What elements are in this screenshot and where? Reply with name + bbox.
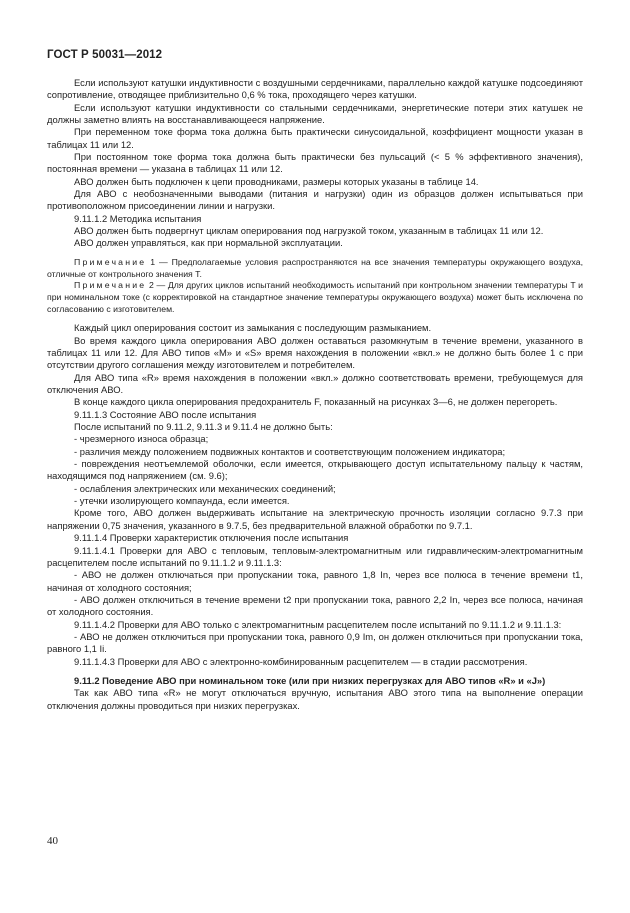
- paragraph: АВО должен управляться, как при нормальной эксплуатации.: [74, 237, 343, 249]
- list-item: - АВО должен отключиться в течение времени t2 при пропускании тока, равного 2,2 In, через все полюса, начиная от холодного состояния.: [47, 593, 583, 618]
- paragraph: Если используют катушки индуктивности с воздушными сердечниками, параллельно каждой катушке подсоединяют сопротивление, отводящее приблизительно 0,6 % тока, проходящего через катушки.: [47, 77, 583, 101]
- list-item: - АВО не должен отключиться при пропускании тока, равного 0,9 Im, он должен отключиться при пропускании тока, равного 1,1 Ii.: [47, 630, 583, 655]
- list-item: - повреждения неотъемлемой оболочки, если имеется, открывающего доступ испытательному пальцу к частям, находящимся под напряжением (см. 9.6);: [47, 458, 583, 482]
- note-label: Примечание: [74, 256, 147, 267]
- paragraph: 9.11.1.4.1 Проверки для АВО с тепловым, тепловым-электромагнитным или гидравлическим-электромагнитным расцепителем после испытаний по 9.11.1.2 и 9.11.1.3:: [47, 544, 583, 568]
- section-heading-bold: 9.11.2 Поведение АВО при номинальном токе (или при низких перегрузках для АВО типов «R» и «J»): [74, 674, 546, 686]
- paragraph: Так как АВО типа «R» не могут отключаться вручную, испытания АВО этого типа на выполнение операции отключения должны проводиться при низких перегрузках.: [47, 687, 583, 711]
- list-item: - утечки изолирующего компаунда, если имеется.: [74, 495, 290, 507]
- paragraph: Каждый цикл оперирования состоит из замыкания с последующим размыканием.: [74, 322, 432, 334]
- note-label: Примечание: [74, 280, 147, 291]
- list-item: - различия между положением подвижных контактов и соответствующим положением индикатора;: [74, 445, 506, 457]
- page-number: 40: [47, 835, 58, 847]
- note-1: [47, 257, 583, 280]
- paragraph: Кроме того, АВО должен выдерживать испытание на электрическую прочность изоляции согласно 9.7.3 при напряжении 0,75 значения, указанного в 9.7.5, без предварительной влажной обработки по 9.7.1.: [47, 507, 583, 531]
- paragraph: После испытаний по 9.11.2, 9.11.3 и 9.11.4 не должно быть:: [74, 421, 333, 433]
- paragraph: Для АВО с необозначенными выводами (питания и нагрузки) один из образцов должен испытываться при противоположном присоединении линии и нагрузки.: [47, 188, 583, 212]
- paragraph: Для АВО типа «R» время нахождения в положении «вкл.» должно соответствовать времени, требующемуся для отключения АВО.: [47, 371, 583, 396]
- page-header: ГОСТ Р 50031—2012: [47, 49, 163, 61]
- paragraph: АВО должен быть подключен к цепи проводниками, размеры которых указаны в таблице 14.: [74, 175, 479, 187]
- paragraph: АВО должен быть подвергнут циклам оперирования под нагрузкой током, указанным в таблицах 11 или 12.: [74, 225, 544, 237]
- paragraph: 9.11.1.4.2 Проверки для АВО только с электромагнитным расцепителем после испытаний по 9.11.1.2 и 9.11.1.3:: [74, 618, 562, 630]
- paragraph: При постоянном токе форма тока должна быть практически без пульсаций (< 5 % эффективного значения), постоянная времени — указана в таблицах 11 или 12.: [47, 151, 583, 175]
- page-body: [47, 77, 583, 712]
- note-text: 1 — Предполагаемые условия распространяются на все значения температуры окружающего воздуха, отличные от контрольного значения T.: [47, 256, 583, 279]
- section-heading: 9.11.1.2 Методика испытания: [74, 212, 202, 224]
- section-heading: 9.11.1.3 Состояние АВО после испытания: [74, 408, 257, 420]
- note-2: [47, 280, 583, 315]
- paragraph: 9.11.1.4.3 Проверки для АВО с электронно-комбинированным расцепителем — в стадии рассмотрения.: [74, 655, 528, 667]
- list-item: - ослабления электрических или механических соединений;: [74, 482, 336, 494]
- paragraph: Если используют катушки индуктивности со стальными сердечниками, энергетические потери этих катушек не должны заметно влиять на восстанавливающееся напряжение.: [47, 101, 583, 126]
- paragraph: В конце каждого цикла оперирования предохранитель F, показанный на рисунках 3—6, не должен перегореть.: [74, 396, 558, 408]
- list-item: - АВО не должен отключаться при пропускании тока, равного 1,8 In, через все полюса в течение времени t1, начиная от холодного состояния;: [47, 569, 583, 593]
- list-item: - чрезмерного износа образца;: [74, 433, 209, 445]
- paragraph: Во время каждого цикла оперирования АВО должен оставаться разомкнутым в течение времени, указанного в таблицах 11 или 12. Для АВО типов «М» и «S» время нахождения в положении «вкл.» не должно быть более 1 с при отсутствии другого соглашения между изготовителем и потребителем.: [47, 334, 583, 371]
- paragraph: При переменном токе форма тока должна быть практически синусоидальной, коэффициент мощности указан в таблицах 11 или 12.: [47, 126, 583, 150]
- note-text: 2 — Для других циклов испытаний необходимость испытаний при контрольном значении температуры T и при номинальном токе (с корректировкой на стандартное значение температуры окружающего воздуха) может быть исключена по согласованию с изготовителем.: [47, 280, 583, 314]
- section-heading: 9.11.1.4 Проверки характеристик отключения после испытания: [74, 532, 349, 544]
